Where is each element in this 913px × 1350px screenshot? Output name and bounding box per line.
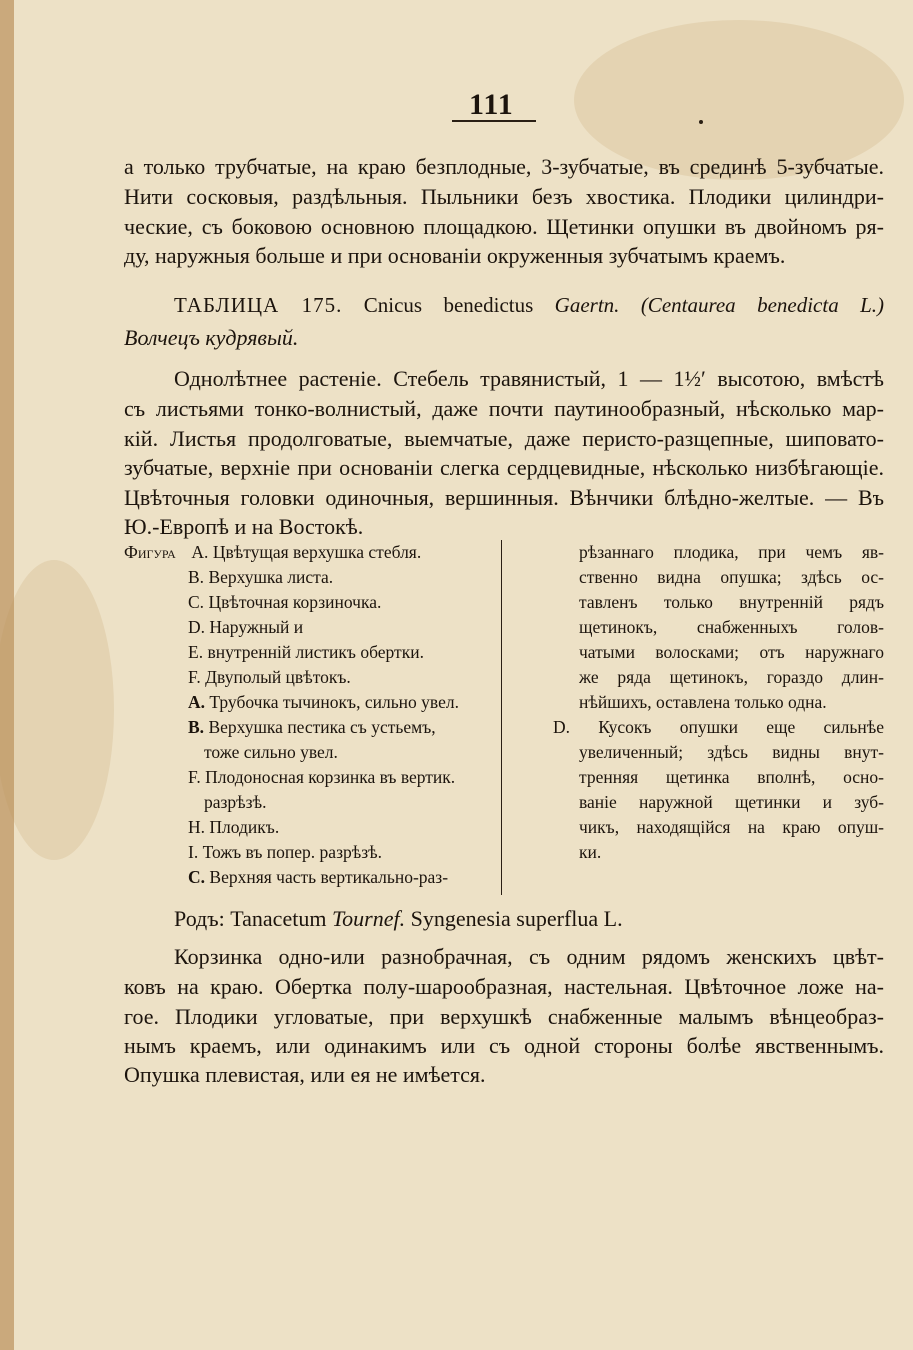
figure-item: D. Наружный и bbox=[188, 617, 304, 637]
figure-item: разрѣзѣ. bbox=[204, 792, 267, 812]
intro-line: ческие, съ боковою основною площадкою. Щетинки опушки въ двойномъ ря- bbox=[124, 214, 884, 239]
genus-heading bbox=[174, 904, 884, 934]
legend-line: нѣйшихъ, оставлена только одна. bbox=[579, 692, 827, 712]
figure-item: Фигура A. Цвѣтущая верхушка стебля. bbox=[124, 542, 422, 562]
legend-line: чатыми волосками; отъ наружнаго bbox=[579, 642, 884, 662]
figure-item: тоже сильно увел. bbox=[204, 742, 338, 762]
figure-item: C. Верхняя часть вертикально-раз- bbox=[188, 867, 449, 887]
genus-line: ковъ на краю. Обертка полу-шарообразная, настельная. Цвѣточное ложе на- bbox=[124, 974, 884, 999]
figure-item: C. Цвѣточная корзиночка. bbox=[188, 592, 382, 612]
figure-item: B. Верхушка пестика съ устьемъ, bbox=[188, 717, 436, 737]
column-separator bbox=[501, 540, 502, 895]
figure-legend-right bbox=[553, 540, 884, 865]
paper-stain bbox=[0, 560, 114, 860]
description-line: Однолѣтнее растеніе. Стебель травянистый, 1 — 1½′ высотою, вмѣстѣ bbox=[174, 366, 884, 391]
intro-line: ду, наружныя больше и при основаніи окруженныя зубчатымъ краемъ. bbox=[124, 243, 786, 268]
legend-line: ственно видна опушка; здѣсь ос- bbox=[579, 567, 884, 587]
genus-line: Корзинка одно-или разнобрачная, съ одним рядомъ женскихъ цвѣт- bbox=[174, 944, 884, 969]
latin-name: Cnicus benedictus bbox=[363, 293, 534, 317]
figure-item: E. внутренній листикъ обертки. bbox=[188, 642, 424, 662]
figure-item: A. Трубочка тычинокъ, сильно увел. bbox=[188, 692, 459, 712]
russian-name: Волчецъ кудрявый. bbox=[124, 325, 299, 350]
figure-item: H. Плодикъ. bbox=[188, 817, 280, 837]
genus-line: гое. Плодики угловатые, при верхушкѣ снабженные малымъ вѣнцеобраз- bbox=[124, 1004, 884, 1029]
description-line: зубчатые, верхніе при основаніи слегка сердцевидные, нѣсколько низбѣгающіе. bbox=[124, 455, 884, 480]
table-label: ТАБЛИЦА 175. bbox=[174, 293, 343, 317]
legend-line: чикъ, находящійся на краю опуш- bbox=[579, 817, 884, 837]
legend-line: тренняя щетинка вполнѣ, осно- bbox=[579, 767, 884, 787]
header-rule bbox=[452, 120, 536, 122]
ink-dot bbox=[699, 120, 703, 124]
figure-legend-left bbox=[124, 540, 496, 890]
legend-line: же ряда щетинокъ, гораздо длин- bbox=[579, 667, 884, 687]
genus-latin: Tanacetum bbox=[230, 906, 327, 931]
legend-line: щетинокъ, снабженныхъ голов- bbox=[579, 617, 884, 637]
legend-line: ки. bbox=[579, 842, 602, 862]
legend-line: ваніе наружной щетинки и зуб- bbox=[579, 792, 884, 812]
genus-line: нымъ краемъ, или одинакимъ или съ одной стороны болѣе явственнымъ. bbox=[124, 1033, 884, 1058]
description-line: Цвѣточныя головки одиночныя, вершинныя. Вѣнчики блѣдно-желтые. — Въ bbox=[124, 485, 884, 510]
description-line: кій. Листья продолговатые, выемчатые, даже перисто-разщепные, шиповато- bbox=[124, 426, 884, 451]
genus-author: Tournef. bbox=[331, 906, 406, 931]
figure-item: F. Двуполый цвѣтокъ. bbox=[188, 667, 351, 687]
genus-class: Syngenesia superflua L. bbox=[410, 906, 623, 931]
table-heading bbox=[174, 290, 884, 320]
legend-line: увеличенный; здѣсь видны внут- bbox=[579, 742, 884, 762]
legend-line: тавленъ только внутренній рядъ bbox=[579, 592, 884, 612]
legend-line: рѣзаннаго плодика, при чемъ яв- bbox=[579, 542, 884, 562]
description-line: съ листьями тонко-волнистый, даже почти паутинообразный, нѣсколько мар- bbox=[124, 396, 884, 421]
intro-line: Нити сосковыя, раздѣльныя. Пыльники безъ хвостика. Плодики цилиндри- bbox=[124, 184, 884, 209]
description-line: Ю.-Европѣ и на Востокѣ. bbox=[124, 514, 364, 539]
page-number: 111 bbox=[469, 88, 514, 121]
author-name: Gaertn. bbox=[554, 293, 620, 317]
synonym: (Centaurea benedicta L.) bbox=[640, 293, 885, 317]
legend-line: D. Кусокъ опушки еще сильнѣе bbox=[553, 717, 884, 737]
genus-label: Родъ: bbox=[174, 906, 225, 931]
figure-item: B. Верхушка листа. bbox=[188, 567, 334, 587]
genus-line: Опушка плевистая, или ея не имѣется. bbox=[124, 1062, 486, 1087]
intro-line: а только трубчатые, на краю безплодные, 3-зубчатые, въ срединѣ 5-зубчатые. bbox=[124, 154, 884, 179]
figure-item: F. Плодоносная корзинка въ вертик. bbox=[188, 767, 456, 787]
figure-item: I. Тожъ въ попер. разрѣзѣ. bbox=[188, 842, 383, 862]
